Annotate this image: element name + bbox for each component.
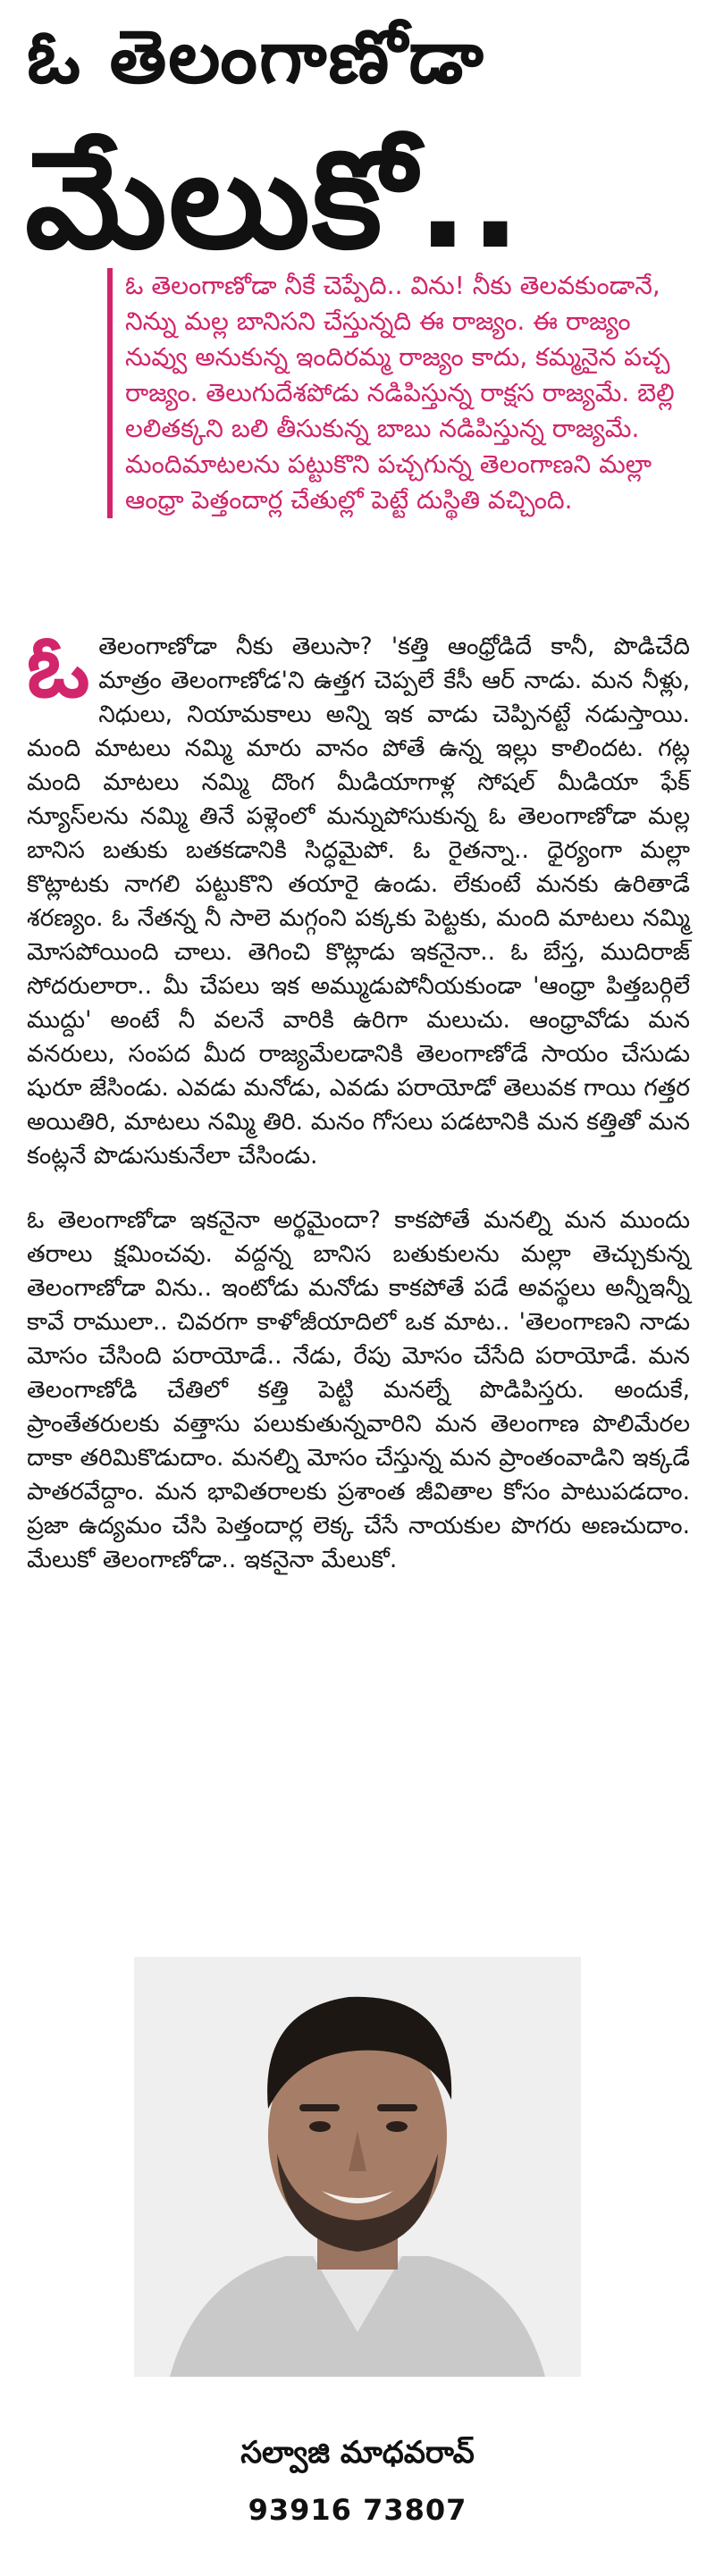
author-phone: 93916 73807 [248, 2493, 467, 2527]
paragraph-2: ఓ తెలంగాణోడా ఇకనైనా అర్థమైందా? కాకపోతే మనల్ని మన ముందు తరాలు క్షమించవు. వద్దన్న బానిస బతుకులను మల్లా తెచ్చుకున్న తెలంగాణోడా విను.. ఇంటోడు మనోడు కాకపోతే పడే అవస్థలు అన్నీఇన్నీ కావే రాములా.. చివరగా కాళోజీయాదిలో ఒక మాట.. 'తెలంగాణని నాడు మోసం చేసింది పరాయోడే.. నేడు, రేపు మోసం చేసేది పరాయోడే. మన తెలంగాణోడి చేతిలో కత్తి పెట్టి మనల్నే పొడిపిస్తరు. అందుకే, ప్రాంతేతరులకు వత్తాసు పలుకుతున్నవారిని మన తెలంగాణ పొలిమేరల దాకా తరిమికొడుదాం. మనల్ని మోసం చేస్తున్న మన ప్రాంతంవాడిని ఇక్కడే పాతరవేద్దాం. మన భావితరాలకు ప్రశాంత జీవితాల కోసం పాటుపడదాం. ప్రజా ఉద్యమం చేసి పెత్తందార్ల లెక్క చేసే నాయకుల పొగరు అణచుదాం. మేలుకో తెలంగాణోడా.. ఇకనైనా మేలుకో. [27, 1206, 690, 1573]
intro-blurb [107, 268, 697, 518]
paragraph-1 [27, 617, 690, 1173]
drop-cap: ఓ [27, 617, 90, 717]
paragraph-1-text: తెలంగాణోడా నీకు తెలుసా? 'కత్తి ఆంధ్రోడిదే కానీ, పొడిచేది మాత్రం తెలంగాణోడ'ని ఉత్తగ చెప్పలే కేసీ ఆర్ నాడు. మన నీళ్లు, నిధులు, నియామకాలు అన్ని ఇక వాడు చెప్పినట్టే నడుస్తాయి. మంది మాటలు నమ్మి మారు వానం పోతే ఉన్న ఇల్లు కాలిందట. గట్ల మంది మాటలు నమ్మి దొంగ మీడియాగాళ్ల సోషల్ మీడియా ఫేక్ న్యూస్‌లను నమ్మి తినే పళ్లెంలో మన్నుపోసుకున్న ఓ తెలంగాణోడా మల్ల బానిస బతుకు బతకడానికి సిద్ధమైపో. ఓ రైతన్నా.. ధైర్యంగా మల్లా కొట్లాటకు నాగలి పట్టుకొని తయారై ఉండు. లేకుంటే మనకు ఉరితాడే శరణ్యం. ఓ నేతన్న నీ సాలె మగ్గంని పక్కకు పెట్టకు, మంది మాటలు నమ్మి మోసపోయింది చాలు. తెగించి కొట్లాడు ఇకనైనా.. ఓ బేస్త, ముదిరాజ్ సోదరులారా.. మీ చేపలు ఇక అమ్ముడుపోనీయకుండా 'ఆంధ్రా పిత్తబర్గిలే ముద్దు' అంటే నీ వలనే వారికి ఉరిగా మలుచు. ఆంధ్రావోడు మన వనరులు, సంపద మీద రాజ్యమేలడానికి తెలంగాణోడే సాయం చేసుడు షురూ జేసిండు. ఎవడు మనోడు, ఎవడు పరాయోడో తెలువక గాయి గత్తర అయితిరి, మాటలు నమ్మి తిరి. మనం గోసలు పడటానికి మన కత్తితో మన కంట్లనే పొడుసుకునేలా చేసిండు. [27, 633, 690, 1170]
author-portrait-icon [134, 1957, 581, 2377]
headline-line-2: మేలుకో.. [25, 123, 523, 279]
headline-line-1: ఓ తెలంగాణోడా [27, 15, 485, 100]
article-body [27, 617, 690, 1577]
author-name: సల్వాజి మాధవరావ్ [240, 2435, 475, 2471]
intro-text: ఓ తెలంగాణోడా నీకే చెప్పేది.. విను! నీకు తెలవకుండానే, నిన్ను మల్ల బానిసని చేస్తున్నది ఈ రాజ్యం. ఈ రాజ్యం నువ్వు అనుకున్న ఇందిరమ్మ రాజ్యం కాదు, కమ్మనైన పచ్చ రాజ్యం. తెలుగుదేశపోడు నడిపిస్తున్న రాక్షస రాజ్యమే. బెల్లి లలితక్కని బలి తీసుకున్న బాబు నడిపిస్తున్న రాజ్యమే. మందిమాటలను పట్టుకొని పచ్చగున్న తెలంగాణని మల్లా ఆంధ్రా పెత్తందార్ల చేతుల్లో పెట్టే దుస్థితి వచ్చింది. [125, 271, 675, 515]
author-photo [134, 1957, 581, 2377]
